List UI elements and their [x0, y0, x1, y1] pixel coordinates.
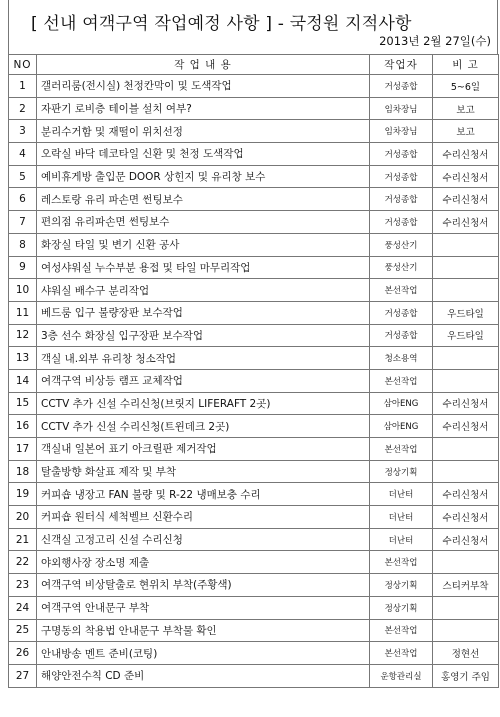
row-no: 22: [9, 551, 37, 574]
work-schedule-table: [8, 54, 499, 688]
row-worker: 풍성산기: [370, 256, 433, 279]
header-no: NO: [9, 55, 37, 75]
row-content: 커피숍 원터식 세척벨브 신환수리: [37, 506, 370, 529]
row-worker: 본선작업: [370, 279, 433, 302]
row-content: 객실내 일본어 표기 아크릴판 제거작업: [37, 438, 370, 461]
table-row: [9, 596, 499, 619]
row-content: 여성샤워실 누수부분 용접 및 타일 마무리작업: [37, 256, 370, 279]
document-title: [ 선내 여객구역 작업예정 사항 ] - 국정원 지적사항: [31, 14, 412, 34]
row-no: 1: [9, 75, 37, 98]
row-note: 수리신청서: [433, 483, 499, 506]
title-area: [8, 0, 498, 54]
row-content: 분리수거함 및 재떨이 위치선정: [37, 120, 370, 143]
row-worker: 거성종합: [370, 324, 433, 347]
table-row: [9, 551, 499, 574]
header-worker: 작업자: [370, 55, 433, 75]
row-no: 3: [9, 120, 37, 143]
row-no: 13: [9, 347, 37, 370]
table-row: [9, 483, 499, 506]
row-content: 여객구역 비상등 램프 교체작업: [37, 369, 370, 392]
row-worker: 거성종합: [370, 301, 433, 324]
document-date: 2013년 2월 27일(수): [379, 34, 491, 48]
row-content: 신객실 고정고리 신설 수리신청: [37, 528, 370, 551]
row-no: 17: [9, 438, 37, 461]
row-no: 15: [9, 392, 37, 415]
row-content: CCTV 추가 신설 수리신청(브릿지 LIFERAFT 2곳): [37, 392, 370, 415]
table-row: [9, 506, 499, 529]
table-row: [9, 460, 499, 483]
header-note: 비 고: [433, 55, 499, 75]
row-note: 보고: [433, 97, 499, 120]
table-row: [9, 279, 499, 302]
row-no: 2: [9, 97, 37, 120]
row-worker: 더난터: [370, 483, 433, 506]
row-content: 화장실 타일 및 변기 신환 공사: [37, 233, 370, 256]
row-note: 정현선: [433, 642, 499, 665]
row-content: 편의점 유리파손면 썬팅보수: [37, 211, 370, 234]
row-no: 27: [9, 664, 37, 687]
row-worker: 본선작업: [370, 369, 433, 392]
row-note: 수리신청서: [433, 506, 499, 529]
row-content: 3층 선수 화장실 입구장판 보수작업: [37, 324, 370, 347]
row-note: [433, 460, 499, 483]
table-row: [9, 619, 499, 642]
row-worker: 거성종합: [370, 165, 433, 188]
row-note: [433, 256, 499, 279]
row-content: 오락실 바닥 데코타일 신환 및 천정 도색작업: [37, 143, 370, 166]
row-no: 5: [9, 165, 37, 188]
row-worker: 청소용역: [370, 347, 433, 370]
row-content: 갤러리룸(전시실) 천정칸막이 및 도색작업: [37, 75, 370, 98]
row-content: 샤워실 배수구 분리작업: [37, 279, 370, 302]
row-note: 5~6일: [433, 75, 499, 98]
header-content: 작 업 내 용: [37, 55, 370, 75]
row-no: 26: [9, 642, 37, 665]
row-worker: 임차장님: [370, 120, 433, 143]
row-note: 홍영기 주임: [433, 664, 499, 687]
table-row: [9, 438, 499, 461]
row-content: 예비휴게방 출입문 DOOR 상힌지 및 유리창 보수: [37, 165, 370, 188]
row-note: 수리신청서: [433, 392, 499, 415]
row-worker: 거성종합: [370, 211, 433, 234]
row-worker: 본선작업: [370, 438, 433, 461]
row-note: [433, 369, 499, 392]
row-no: 7: [9, 211, 37, 234]
row-worker: 임차장님: [370, 97, 433, 120]
row-note: 스티커부착: [433, 574, 499, 597]
row-no: 16: [9, 415, 37, 438]
row-note: [433, 279, 499, 302]
row-worker: 거성종합: [370, 143, 433, 166]
row-worker: 더난터: [370, 528, 433, 551]
row-note: 수리신청서: [433, 165, 499, 188]
table-row: [9, 143, 499, 166]
row-note: [433, 347, 499, 370]
row-content: 해양안전수칙 CD 준비: [37, 664, 370, 687]
row-note: 수리신청서: [433, 143, 499, 166]
row-no: 19: [9, 483, 37, 506]
table-row: [9, 211, 499, 234]
row-no: 24: [9, 596, 37, 619]
row-note: [433, 551, 499, 574]
row-no: 20: [9, 506, 37, 529]
table-row: [9, 392, 499, 415]
row-content: 구명동의 착용법 안내문구 부착물 확인: [37, 619, 370, 642]
row-worker: 정상기획: [370, 596, 433, 619]
row-worker: 본선작업: [370, 551, 433, 574]
row-worker: 운항관리실: [370, 664, 433, 687]
table-row: [9, 120, 499, 143]
row-worker: 더난터: [370, 506, 433, 529]
table-row: [9, 256, 499, 279]
table-row: [9, 97, 499, 120]
row-note: 수리신청서: [433, 415, 499, 438]
table-row: [9, 664, 499, 687]
row-no: 8: [9, 233, 37, 256]
row-no: 6: [9, 188, 37, 211]
table-row: [9, 574, 499, 597]
row-note: [433, 596, 499, 619]
table-row: [9, 165, 499, 188]
row-no: 18: [9, 460, 37, 483]
table-row: [9, 415, 499, 438]
row-no: 14: [9, 369, 37, 392]
row-content: 자판기 로비층 테이블 설치 여부?: [37, 97, 370, 120]
row-worker: 본선작업: [370, 642, 433, 665]
row-note: 우드타일: [433, 324, 499, 347]
row-worker: 풍성산기: [370, 233, 433, 256]
row-content: 안내방송 멘트 준비(코팅): [37, 642, 370, 665]
row-note: 수리신청서: [433, 528, 499, 551]
row-worker: 거성종합: [370, 188, 433, 211]
row-content: 레스토랑 유리 파손면 썬팅보수: [37, 188, 370, 211]
row-content: 커피숍 냉장고 FAN 불량 및 R-22 냉매보충 수리: [37, 483, 370, 506]
row-note: [433, 619, 499, 642]
row-content: 객실 내.외부 유리창 청소작업: [37, 347, 370, 370]
row-worker: 삼아ENG: [370, 415, 433, 438]
table-row: [9, 301, 499, 324]
table-row: [9, 75, 499, 98]
row-no: 25: [9, 619, 37, 642]
row-content: 여객구역 안내문구 부착: [37, 596, 370, 619]
row-no: 21: [9, 528, 37, 551]
row-worker: 본선작업: [370, 619, 433, 642]
table-row: [9, 528, 499, 551]
row-no: 10: [9, 279, 37, 302]
row-note: 우드타일: [433, 301, 499, 324]
row-no: 4: [9, 143, 37, 166]
row-content: CCTV 추가 신설 수리신청(트윈데크 2곳): [37, 415, 370, 438]
row-note: [433, 233, 499, 256]
row-worker: 정상기획: [370, 460, 433, 483]
row-note: 보고: [433, 120, 499, 143]
table-row: [9, 233, 499, 256]
table-row: [9, 188, 499, 211]
table-header-row: [9, 55, 499, 75]
row-note: 수리신청서: [433, 188, 499, 211]
row-note: 수리신청서: [433, 211, 499, 234]
table-row: [9, 369, 499, 392]
row-content: 베드룸 입구 불량장판 보수작업: [37, 301, 370, 324]
row-content: 여객구역 비상탈출로 현위치 부착(주황색): [37, 574, 370, 597]
row-no: 23: [9, 574, 37, 597]
row-content: 야외행사장 장소명 제출: [37, 551, 370, 574]
row-note: [433, 438, 499, 461]
row-worker: 거성종합: [370, 75, 433, 98]
table-row: [9, 324, 499, 347]
row-no: 12: [9, 324, 37, 347]
row-worker: 삼아ENG: [370, 392, 433, 415]
table-row: [9, 347, 499, 370]
table-row: [9, 642, 499, 665]
row-worker: 정상기획: [370, 574, 433, 597]
row-content: 탈출방향 화살표 제작 및 부착: [37, 460, 370, 483]
row-no: 9: [9, 256, 37, 279]
row-no: 11: [9, 301, 37, 324]
